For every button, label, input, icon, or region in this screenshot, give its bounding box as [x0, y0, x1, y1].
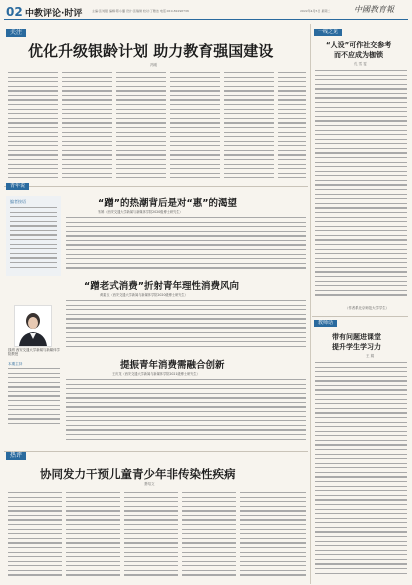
- right-author-1: 孔 雪 雯: [354, 62, 367, 66]
- editor-note-label: 编者按语: [10, 199, 26, 204]
- bottom-headline: 协同发力干预儿童青少年非传染性疾病: [40, 467, 236, 481]
- right-headline-2a: 带有问题进课堂: [332, 333, 381, 341]
- host-side-label: 本期主持: [8, 362, 23, 366]
- host-caption: 钱玥 西安交通大学新闻与新媒体学院教授: [8, 348, 60, 357]
- youth-art1-body: [66, 217, 306, 275]
- host-intro-text: [8, 368, 60, 428]
- section-tag-yixian: 一线之见: [314, 29, 342, 36]
- section-tag-guanzhu: 关注: [6, 29, 26, 37]
- youth-art2-headline: “蹭老式消费”折射青年理性消费风向: [84, 281, 239, 292]
- youth-section-rule: [4, 186, 308, 187]
- right-article-2-body: [315, 362, 407, 580]
- right-headline-2b: 提升学生学习力: [332, 343, 381, 351]
- bottom-col-3: [124, 492, 178, 580]
- right-article-1-body: [315, 70, 407, 300]
- right-section-rule: [312, 316, 408, 317]
- editor-note-text: [10, 207, 57, 273]
- bottom-section-rule: [4, 451, 308, 452]
- top-headline: 优化升级银龄计划 助力教育强国建设: [28, 42, 274, 60]
- top-article-col-1: [8, 72, 58, 182]
- youth-art3-headline: 提振青年消费需融合创新: [120, 360, 225, 371]
- bottom-col-2: [66, 492, 120, 580]
- section-tag-youth: 青年说: [6, 183, 29, 190]
- youth-art3-body: [66, 379, 306, 447]
- right-headline-1b: 而不应成为枷锁: [334, 51, 383, 59]
- right-author-2: 王 娟: [366, 354, 375, 358]
- editor-credits: 主编:张刘强 编辑:陈小璐 设计:张瑞璞 校对:丁雅洁 电话:010-82296736: [92, 9, 189, 13]
- youth-art2-author: 黄素玉（西安交通大学新闻与新媒体学院2020级博士研究生）: [100, 293, 188, 297]
- column-divider: [310, 24, 311, 584]
- top-article-col-2: [62, 72, 112, 182]
- bottom-col-4: [182, 492, 236, 580]
- right-footer-1: （作者系北京师范大学学生）: [345, 306, 390, 310]
- page-number: 02: [6, 5, 23, 19]
- top-article-col-4: [170, 72, 220, 182]
- youth-art3-author: 王庆龙（西安交通大学新闻与新媒体学院2021级博士研究生）: [112, 372, 200, 376]
- right-headline-1a: “人设”可作社交参考: [326, 41, 392, 49]
- host-portrait: [14, 305, 52, 347]
- bottom-author: 萧绍文: [144, 482, 155, 486]
- masthead-logo: 中國教育報: [354, 5, 394, 14]
- youth-art1-headline: “蹭”的热潮背后是对“惠”的渴望: [98, 198, 237, 209]
- section-title: 中教评论·时评: [25, 9, 83, 19]
- top-article-col-6: [278, 72, 306, 182]
- bottom-col-1: [8, 492, 62, 580]
- top-article-col-3: [116, 72, 166, 182]
- youth-art2-body: [66, 300, 306, 354]
- youth-art1-author: 朱嫣（西安交通大学新闻与新媒体学院2020级博士研究生）: [98, 210, 183, 214]
- header-rule: [4, 19, 408, 20]
- top-article-col-5: [224, 72, 274, 182]
- top-author: 冯刚: [150, 63, 157, 67]
- section-tag-teacher: 教师话: [314, 320, 337, 327]
- issue-date: 2022年4月5日 星期二: [300, 9, 331, 13]
- section-tag-hot: 热评: [6, 452, 26, 460]
- bottom-col-5: [240, 492, 306, 580]
